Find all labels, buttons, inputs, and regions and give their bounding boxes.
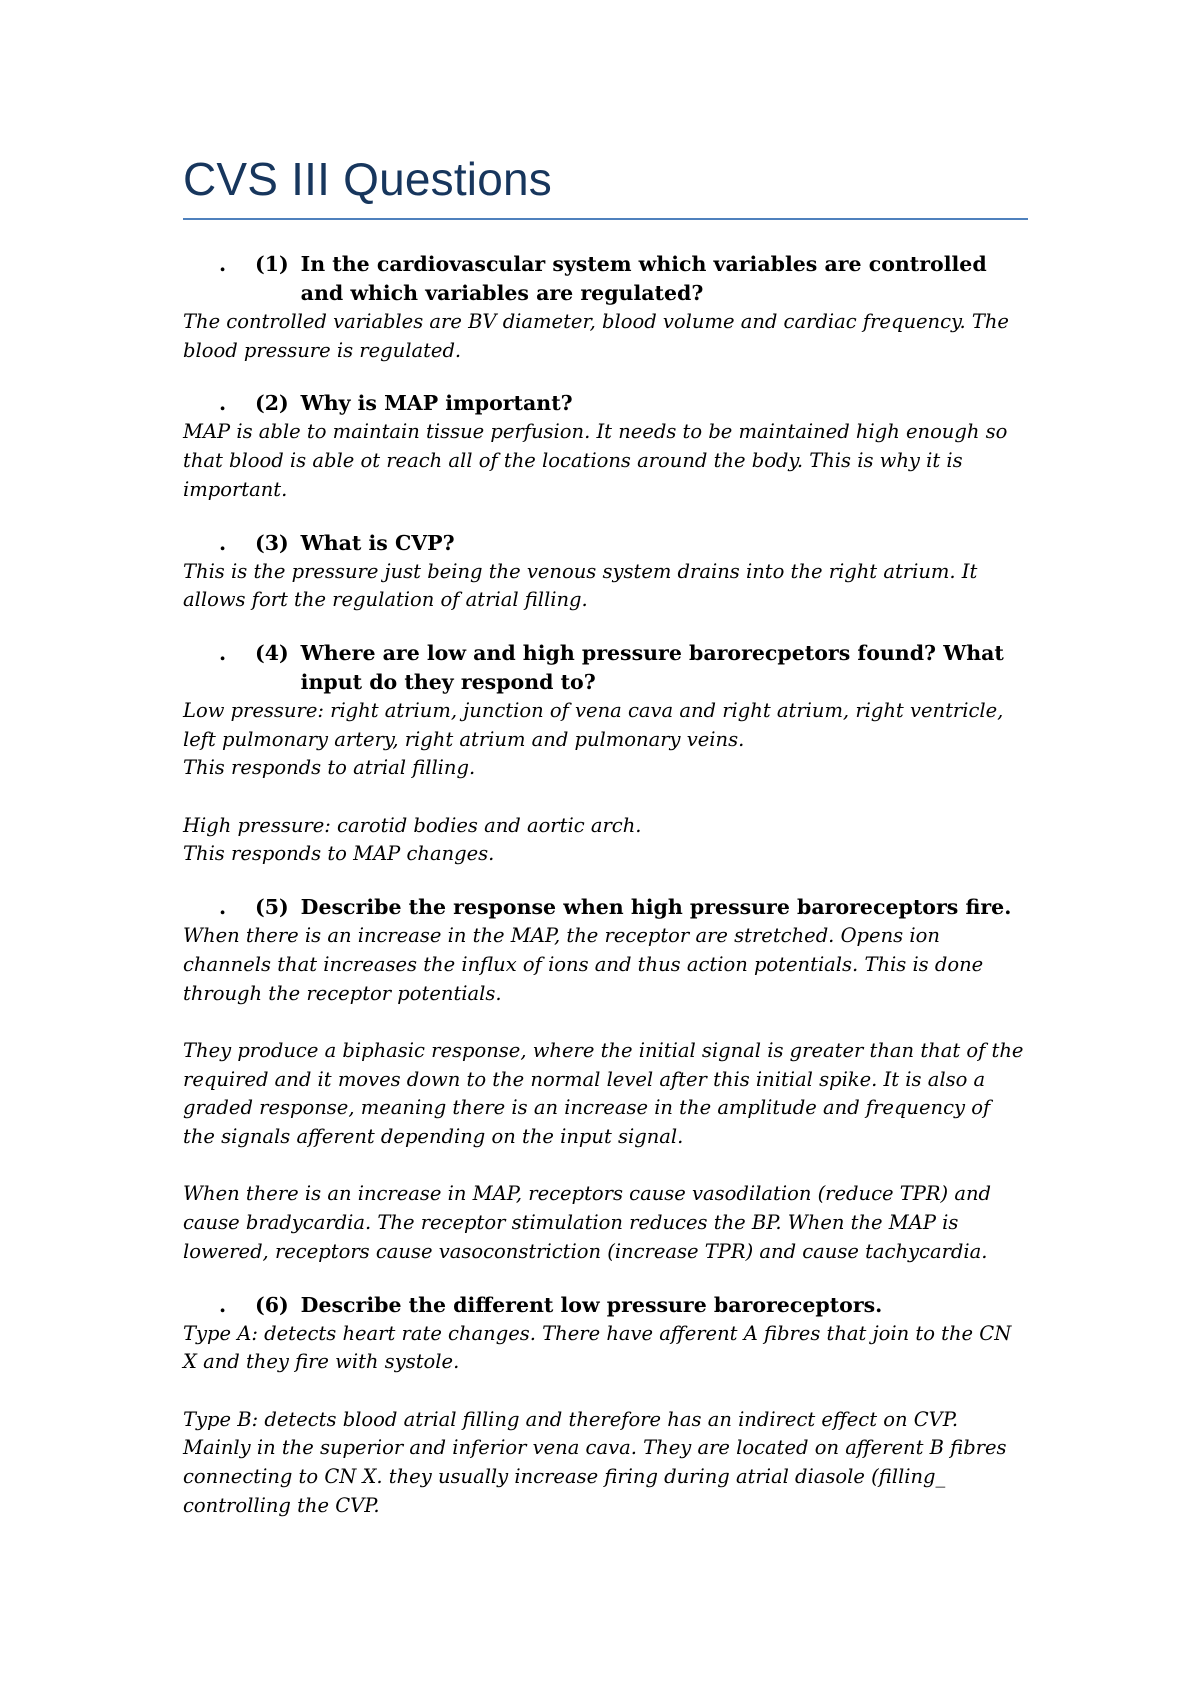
- question-block: [183, 389, 1028, 504]
- answer-paragraph: This responds to atrial filling.: [183, 756, 476, 780]
- question-heading: [183, 529, 1028, 558]
- paragraph-gap: [183, 1008, 1028, 1037]
- paragraph-gap: [183, 783, 1028, 812]
- answer-paragraph: This is the pressure just being the venous system drains into the right atrium. It allows fort the regulation of atrial filling.: [183, 559, 978, 612]
- question-text: What is CVP?: [300, 530, 455, 555]
- document-page: [183, 150, 1028, 1520]
- answer-paragraph: MAP is able to maintain tissue perfusion. It needs to be maintained high enough so that blood is able ot reach all of the locations around the body. This is why it is important.: [183, 420, 1008, 501]
- paragraph-gap: [183, 1152, 1028, 1181]
- document-title: CVS III Questions: [183, 153, 552, 205]
- answer-paragraph: Type B: detects blood atrial filling and therefore has an indirect effect on CVP. Mainly in the superior and inferior vena cava. They are located on afferent B fibres connecting to CN X. they usually increase firing during atrial diasole (filling_ controlling the CVP.: [183, 1407, 1007, 1517]
- question-heading: [183, 250, 1028, 308]
- question-heading: [183, 389, 1028, 418]
- paragraph-gap: [183, 1377, 1028, 1406]
- question-number: (6): [255, 1292, 289, 1317]
- question-number: (4): [255, 640, 289, 665]
- question-text: Why is MAP important?: [300, 391, 573, 416]
- answer-paragraph: This responds to MAP changes.: [183, 842, 495, 866]
- question-block: [183, 250, 1028, 365]
- question-block: [183, 529, 1028, 615]
- bullet-marker: .: [219, 530, 227, 555]
- question-text: In the cardiovascular system which variables are controlled and which variables are regulated?: [300, 252, 987, 305]
- question-heading: [183, 639, 1028, 697]
- title-underline: [183, 218, 1028, 220]
- question-text: Describe the response when high pressure baroreceptors fire.: [300, 895, 1012, 920]
- question-text: Describe the different low pressure baroreceptors.: [300, 1292, 883, 1317]
- question-number: (2): [255, 391, 289, 416]
- answer-paragraph: They produce a biphasic response, where the initial signal is greater than that of the required and it moves down to the normal level after this initial spike. It is also a graded response, meaning there is an increase in the amplitude and frequency of the signals afferent depending on the input signal.: [183, 1038, 1024, 1149]
- question-block: [183, 893, 1028, 1266]
- answer-paragraph: When there is an increase in MAP, receptors cause vasodilation (reduce TPR) and cause bradycardia. The receptor stimulation reduces the BP. When the MAP is lowered, receptors cause vasoconstriction (increase TPR) and cause tachycardia.: [183, 1182, 992, 1263]
- question-heading: [183, 893, 1028, 922]
- question-block: [183, 1291, 1028, 1521]
- answer-paragraph: Type A: detects heart rate changes. There have afferent A fibres that join to the CN X and they fire with systole.: [183, 1321, 1012, 1374]
- question-number: (1): [255, 252, 289, 276]
- question-number: (3): [255, 530, 289, 555]
- bullet-marker: .: [219, 895, 227, 920]
- question-number: (5): [255, 895, 289, 920]
- question-text: Where are low and high pressure barorecpetors found? What input do they respond to?: [300, 640, 1004, 694]
- question-list: [183, 250, 1028, 1520]
- bullet-marker: .: [219, 391, 227, 416]
- answer-paragraph: The controlled variables are BV diameter, blood volume and cardiac frequency. The blood pressure is regulated.: [183, 310, 1009, 362]
- bullet-marker: .: [219, 1292, 227, 1317]
- bullet-marker: .: [219, 252, 227, 276]
- answer-paragraph: High pressure: carotid bodies and aortic arch.: [183, 813, 642, 837]
- answer-paragraph: Low pressure: right atrium, junction of vena cava and right atrium, right ventricle, left pulmonary artery, right atrium and pulmonary veins.: [183, 698, 1004, 751]
- bullet-marker: .: [219, 640, 227, 665]
- question-heading: [183, 1291, 1028, 1320]
- question-block: [183, 639, 1028, 869]
- answer-paragraph: When there is an increase in the MAP, the receptor are stretched. Opens ion channels that increases the influx of ions and thus action potentials. This is done through the receptor potentials.: [183, 924, 984, 1005]
